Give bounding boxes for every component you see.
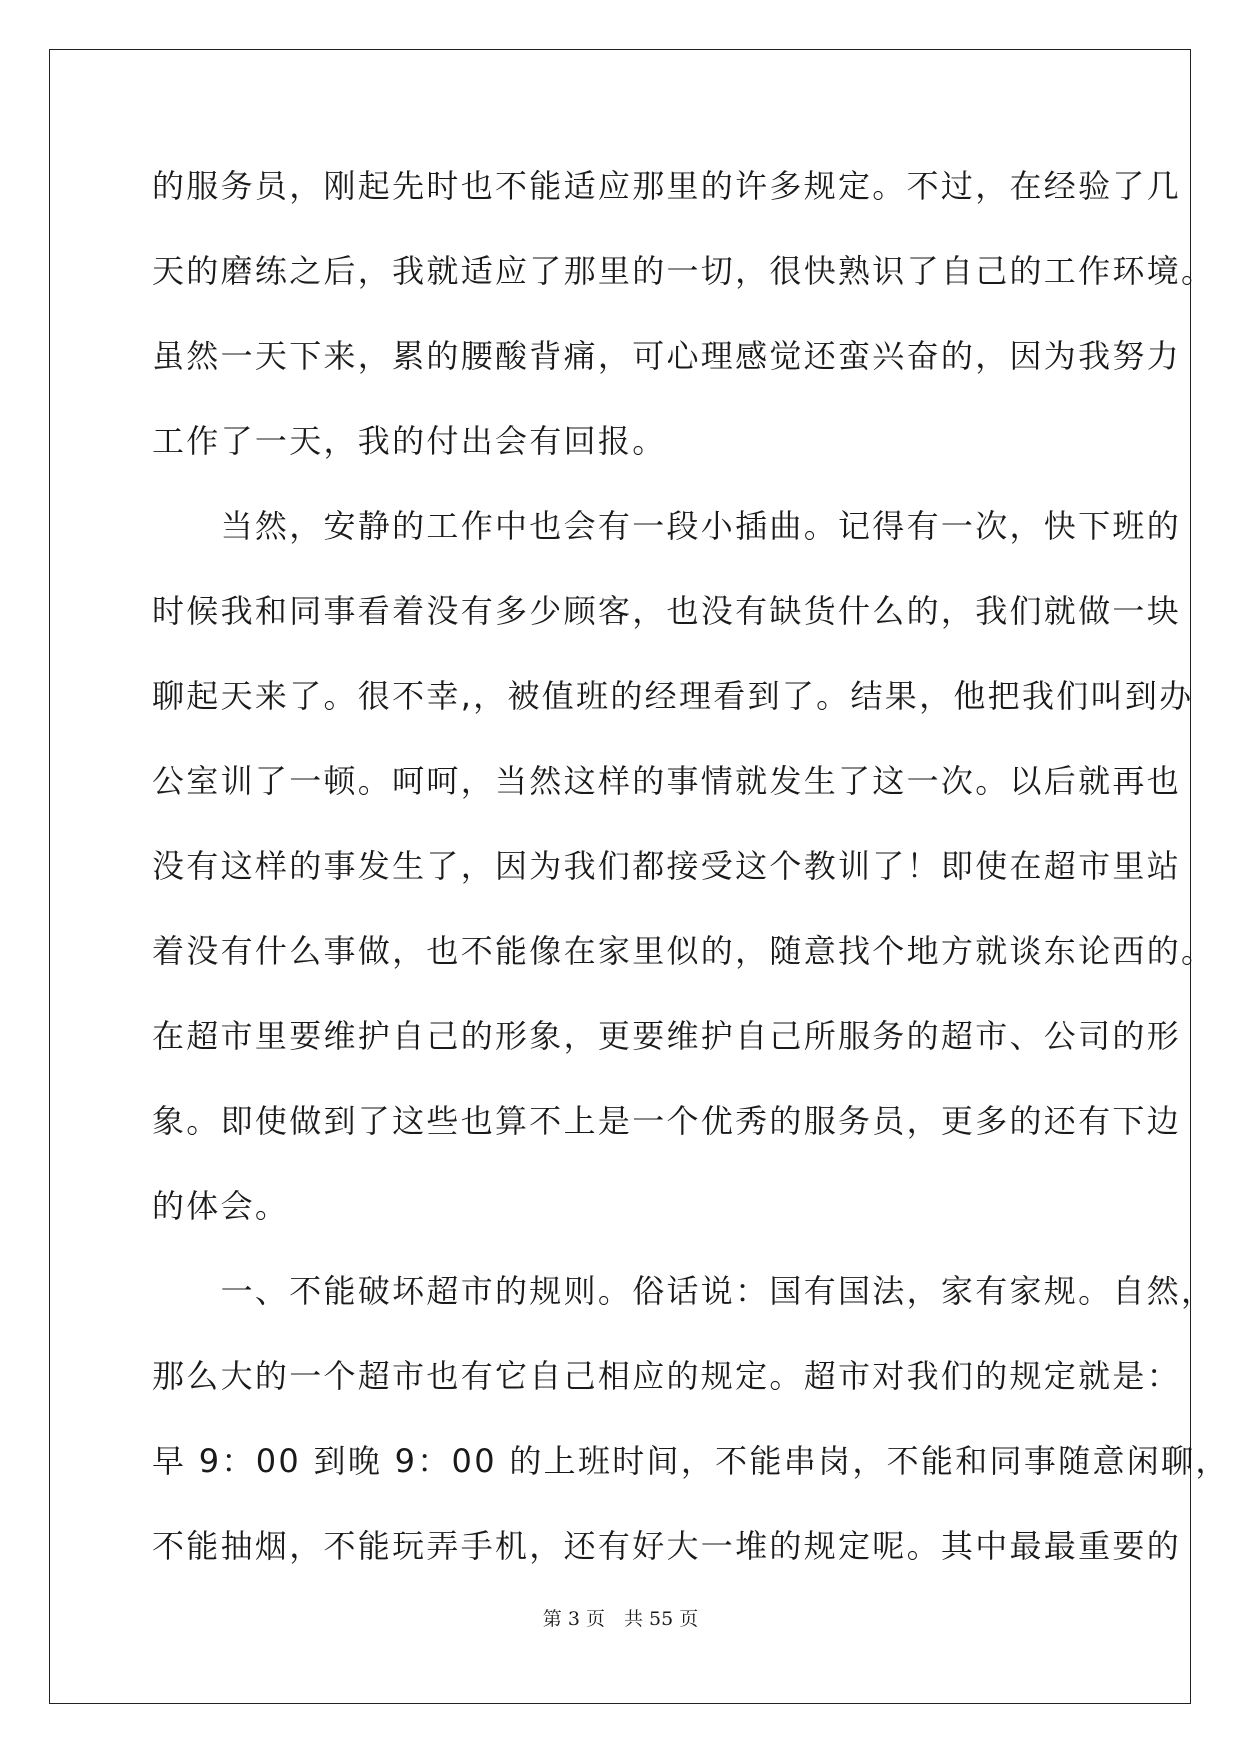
text-line-14: 一、不能破坏超市的规则。俗话说：国有国法，家有家规。自然， [152, 1272, 1216, 1310]
text-line-15: 那么大的一个超市也有它自己相应的规定。超市对我们的规定就是： [152, 1357, 1182, 1395]
text-line-11: 在超市里要维护自己的形象，更要维护自己所服务的超市、公司的形 [152, 1017, 1182, 1055]
text-line-12: 象。即使做到了这些也算不上是一个优秀的服务员，更多的还有下边 [152, 1102, 1182, 1140]
text-line-2: 天的磨练之后，我就适应了那里的一切，很快熟识了自己的工作环境。 [152, 252, 1216, 290]
text-line-7: 聊起天来了。很不幸,，被值班的经理看到了。结果，他把我们叫到办 [152, 677, 1194, 715]
text-line-4: 工作了一天，我的付出会有回报。 [152, 422, 667, 460]
text-line-1: 的服务员，刚起先时也不能适应那里的许多规定。不过，在经验了几 [152, 167, 1182, 205]
text-line-9: 没有这样的事发生了，因为我们都接受这个教训了！即使在超市里站 [152, 847, 1182, 885]
text-line-17: 不能抽烟，不能玩弄手机，还有好大一堆的规定呢。其中最最重要的 [152, 1527, 1182, 1565]
text-line-6: 时候我和同事看着没有多少顾客，也没有缺货什么的，我们就做一块 [152, 592, 1182, 630]
text-line-13: 的体会。 [152, 1187, 290, 1225]
text-line-3: 虽然一天下来，累的腰酸背痛，可心理感觉还蛮兴奋的，因为我努力 [152, 337, 1182, 375]
text-line-5: 当然，安静的工作中也会有一段小插曲。记得有一次，快下班的 [152, 507, 1182, 545]
page-footer: 第 3 页 共 55 页 [542, 1608, 699, 1630]
text-line-10: 着没有什么事做，也不能像在家里似的，随意找个地方就谈东论西的。 [152, 932, 1216, 970]
text-line-8: 公室训了一顿。呵呵，当然这样的事情就发生了这一次。以后就再也 [152, 762, 1182, 800]
text-line-16: 早 9：00 到晚 9：00 的上班时间，不能串岗，不能和同事随意闲聊， [152, 1442, 1230, 1480]
